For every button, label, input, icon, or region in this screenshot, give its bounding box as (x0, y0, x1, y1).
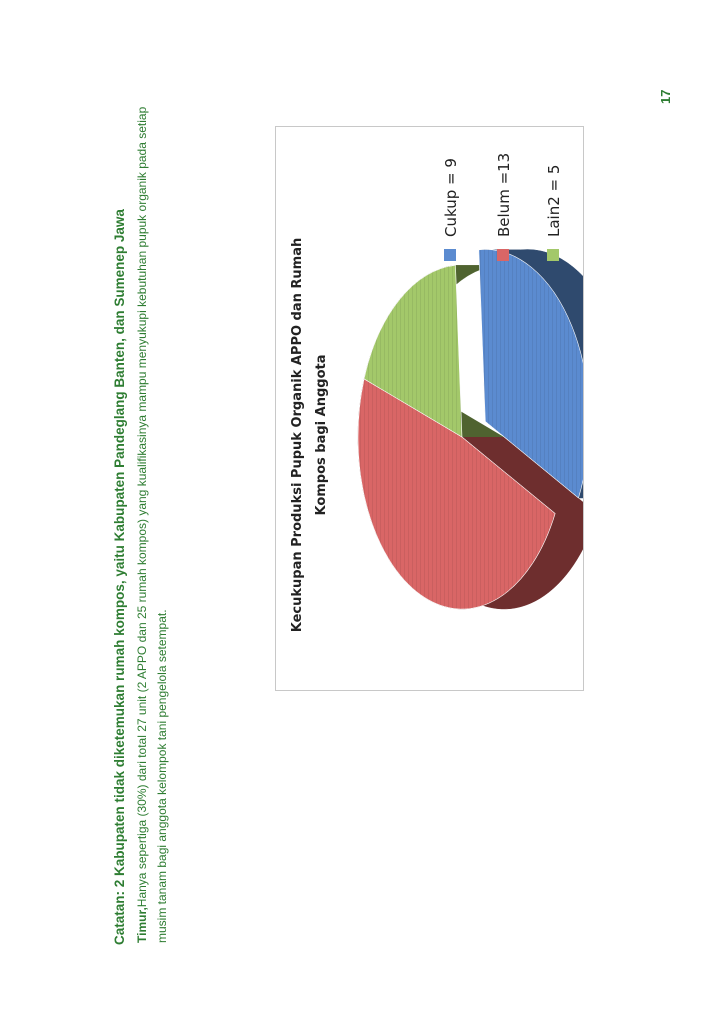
legend-label-0: Cukup = 9 (442, 158, 460, 237)
legend-label-1: Belum =13 (495, 152, 513, 237)
legend-swatch-0 (444, 249, 456, 261)
note-bold-lead: Timur, (135, 907, 149, 943)
note-text: Hanya sepertiga (30%) dari total 27 unit (2 APPO dan 25 rumah kompos) yang kualifikasinya mampu menyukupi kebutuhan pupuk organik pada setiap (135, 106, 149, 908)
chart-frame (275, 126, 584, 691)
chart-title-line-2: Kompos bagi Anggota (314, 354, 329, 516)
note-text-line-2 (135, 107, 149, 943)
chart-title-line-1: Kecukupan Produksi Pupuk Organik APPO dan Rumah (290, 237, 305, 633)
chart-legend (442, 153, 563, 261)
note-heading: Catatan: 2 Kabupaten tidak diketemukan rumah kompos, yaitu Kabupaten Pandeglang Banten, dan Sumenep Jawa (112, 209, 127, 945)
note-text-line-3: musim tanam bagi anggota kelompok tani pengelola setempat. (155, 609, 169, 943)
legend-swatch-1 (497, 249, 509, 261)
pie-chart (276, 127, 583, 690)
pie-slices (358, 250, 583, 609)
legend-swatch-2 (547, 249, 559, 261)
page-number: 17 (658, 89, 673, 104)
legend-label-2: Lain2 = 5 (545, 164, 563, 237)
